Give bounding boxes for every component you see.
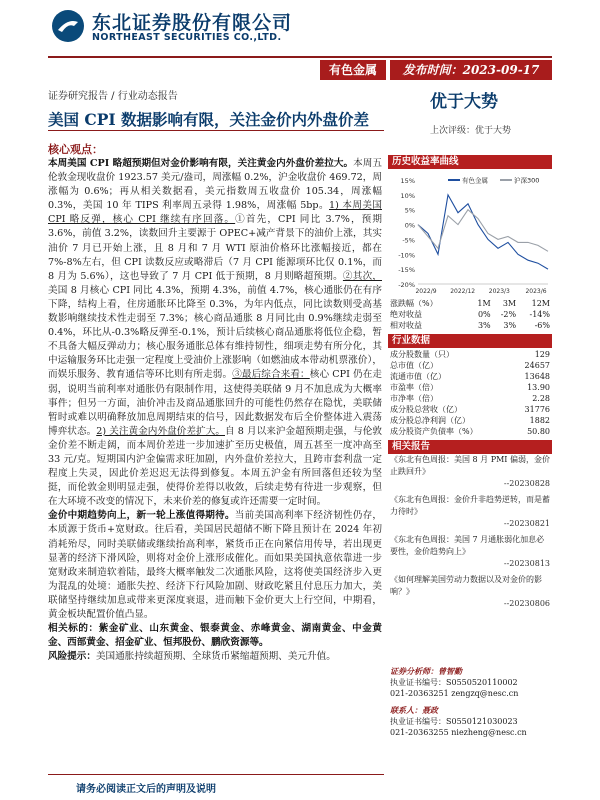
related-report-title[interactable]: 《东北有色周报：美国 8 月 PMI 偏弱，金价止跌回升》 — [390, 455, 550, 476]
stat-label: 总市值（亿） — [390, 361, 438, 370]
series-line — [418, 195, 548, 269]
stat-label: 成分股数量（只） — [390, 350, 454, 359]
lead-bold: 本周美国 CPI 略超预期但对金价影响有限，关注黄金内外盘价差拉大。 — [48, 158, 354, 169]
risk-text: 美国通胀持续超预期、全球货币紧缩超预期、美元升值。 — [95, 651, 336, 663]
y-tick-label: -20% — [398, 281, 415, 289]
perf-label: 相对收益 — [390, 321, 422, 330]
paragraph-text: 美国 8 月核心 CPI 同比 4.3%，预期 4.3%，前值 4.7%，核心通胀仍在有序下降，结构上看，住房通胀环比降至 0.3%，为年内低点，同比读数则受高基数影响继续技术性走弱至 7.3%；核心商品通胀 8 月同比由 0.9%继续走弱至 0.4%，环比从-0.3%略反弹至-0.1%，预计后续核心商品通胀将低位企稳，暂不具备大幅反弹动力；核心服务通胀总体有维持韧性，细项走势有所分化，其中运输服务环比走强一定程度上受油价上涨影响（如燃油成本带动机票涨价），而娱乐服务、教育通信等环比则有所走弱。 — [48, 284, 382, 381]
perf-value: 3% — [503, 321, 517, 330]
perf-header: 1M — [477, 299, 491, 308]
related-heading: 相关报告 — [388, 440, 552, 454]
perf-header: 3M — [502, 299, 517, 308]
rating: 优于大势 — [430, 92, 498, 112]
x-tick-label: 2023/6 — [525, 288, 547, 295]
stat-label: 成分股资产负债率（%） — [390, 427, 478, 436]
stat-label: 成分股总净利润（亿） — [390, 416, 470, 425]
stat-row — [390, 382, 550, 393]
stat-value: 1882 — [529, 416, 550, 425]
footer-divider — [48, 774, 384, 775]
stat-label: 市盈率（倍） — [390, 383, 438, 392]
analyst-contact[interactable]: 021-20363255 niezheng@nesc.cn — [390, 728, 527, 737]
related-report[interactable] — [390, 494, 550, 530]
y-tick-label: -5% — [402, 236, 415, 245]
lead-bold: 金价中期趋势向上，新一轮上涨值得期待。 — [48, 510, 235, 522]
stat-row — [390, 426, 550, 437]
previous-rating: 上次评级：优于大势 — [430, 126, 512, 136]
company-name-en: NORTHEAST SECURITIES CO.,LTD. — [92, 32, 282, 43]
perf-value: 3% — [477, 321, 491, 330]
company-logo — [52, 10, 84, 42]
related-report[interactable] — [390, 534, 550, 570]
report-body — [48, 157, 382, 664]
stat-row — [390, 393, 550, 404]
underlined-text: ③最后综合来看： — [232, 369, 310, 381]
underlined-text: 2) 关注黄金内外盘价差扩大。 — [96, 425, 225, 437]
y-tick-label: 5% — [404, 206, 415, 215]
related-report-date: --20230828 — [503, 479, 550, 488]
perf-header: 涨跌幅（%） — [390, 299, 438, 308]
stat-value: 50.80 — [527, 427, 550, 436]
paragraph-text: 自 8 月以来沪金超预期走强，与伦敦金价差不断走阔，而本周价差进一步加速扩至历史极值，周五甚至一度冲高至 33 元/克。短期国内沪金偏需求旺加剧，内外盘价差拉大，且跨市套利盘一定程度上失灵，因此价差迟迟无法得到修复。本周五沪金有所回落但还较为坚挺，而伦敦金则明显走强，使得价差得以收敛，后续走势有待进一步观察，但在大环境不改变的情况下，未来价差的修复或许还需要一定时间。 — [48, 425, 382, 508]
company-name-cn: 东北证券股份有限公司 — [92, 12, 293, 34]
report-category: 证券研究报告 / 行业动态报告 — [48, 91, 178, 102]
related-reports — [390, 454, 550, 614]
x-tick-label: 2023/3 — [488, 288, 510, 295]
chart-heading: 历史收益率曲线 — [388, 155, 552, 169]
stats-heading: 行业数据 — [388, 334, 552, 348]
stat-row — [390, 415, 550, 426]
paragraph-text: 当前美国高利率下经济韧性仍存，本质源于货币+宽财政。往后看，美国居民超储不断下降且预计在 2024 年初消耗殆尽，同时美联储或继续抬高利率，紧货币正在向紧信用传导，若出现更显著的经济下滑风险，则将对金价上涨形成催化。而如果美国执意依靠进一步宽财政来制造软着陆，最终大概率触发二次通胀风险，这将使美国经济步入更为混乱的处境：通胀失控、经济下行风险加剧、财政吃紧且付息压力加大，美联储坚持继续加息或带来更深度衰退，进而触下金价更大上行空间，中期看，黄金板块配置价值凸显。 — [48, 510, 383, 620]
stat-value: 2.28 — [532, 394, 550, 403]
stat-label: 市净率（倍） — [390, 394, 438, 403]
contact-name: 联系人：聂政 — [390, 705, 438, 715]
x-tick-label: 2022/12 — [450, 288, 476, 295]
analyst-info — [390, 666, 550, 744]
legend-label: 有色金属 — [462, 176, 488, 185]
stat-value: 13.90 — [527, 383, 550, 392]
stat-value: 129 — [534, 350, 550, 359]
y-tick-label: 0% — [404, 221, 415, 230]
perf-header: 12M — [531, 299, 550, 308]
related-report-title[interactable]: 《如何理解美国劳动力数据以及对金价的影响？》 — [390, 575, 542, 596]
paragraph-text: 本周五伦敦金现收盘价 1923.57 美元/盎司，周涨幅 0.2%，沪金收盘价 469.72，周涨幅为 0.6%；再从相关数据看，美元指数周五收盘价 105.34，周涨幅 0.3%，美国 10 年 TIPS 利率周五录得 1.98%，周涨幅 5bp。 — [48, 158, 382, 212]
core-heading: 核心观点： — [48, 143, 103, 156]
perf-value: 0% — [477, 310, 491, 319]
analyst-block — [390, 705, 550, 738]
stat-row — [390, 404, 550, 415]
header-divider — [48, 56, 552, 58]
related-report-date: --20230806 — [503, 599, 550, 608]
y-tick-label: 15% — [400, 177, 415, 185]
underlined-text: 1) 本周美国 CPI 略反弹，核心 CPI 继续有序回落。 — [48, 200, 382, 226]
paragraph-text: 核心 CPI 仍在走弱，说明当前利率对通胀仍有限制作用，这使得美联储 9 月不加息成为大概率事件；但另一方面，油价冲击及商品通胀回升的可能性仍然存在隐忧，美联储暂时或难以明确释放加息周期结束的信号，因此数据发布后全价整体进入震荡博弈状态。 — [48, 369, 383, 437]
stat-value: 31776 — [524, 405, 550, 414]
related-report[interactable] — [390, 574, 550, 610]
analyst-name: 证券分析师：曾智勤 — [390, 666, 462, 676]
y-tick-label: -15% — [398, 266, 415, 275]
stat-value: 13648 — [524, 372, 550, 381]
x-tick-label: 2022/9 — [415, 288, 437, 295]
related-report-date: --20230813 — [503, 559, 550, 568]
history-return-chart — [388, 172, 552, 298]
stat-label: 成分股总营收（亿） — [390, 405, 462, 414]
paragraph-text: ①首先，CPI 同比 3.7%，预期 3.6%，前值 3.2%，读数回升主要源于 OPEC+减产背景下的油价上涨，其实油价 7 月已开始上涨，且 8 月和 7 月 WTI 原油价格环比涨幅接近，都在 7%-8%左右，但 CPI 读数反应或略滞后（7 月 CPI 能源项环比仅 0.1%，而 8 月为 5.6%），这也导致了 7 月 CPI 低于预期，8 月则略超预期。 — [48, 214, 382, 282]
perf-value: -14% — [529, 310, 550, 319]
analyst-block — [390, 666, 550, 699]
footer-disclaimer: 请务必阅读正文后的声明及说明 — [76, 784, 216, 795]
related-report-title[interactable]: 《东北有色周报：美国 7 月通胀弱化加息必要性，金价趋势向上》 — [390, 535, 545, 556]
related-report[interactable] — [390, 454, 550, 490]
y-tick-label: 10% — [400, 191, 415, 200]
stat-row — [390, 360, 550, 371]
lead-bold: 相关标的： — [48, 623, 99, 635]
y-tick-label: -10% — [398, 251, 415, 260]
stat-row — [390, 349, 550, 360]
perf-value: -2% — [500, 310, 517, 319]
stat-label: 流通市值（亿） — [390, 372, 446, 381]
performance-table — [390, 298, 550, 331]
sector-badge: 有色金属 — [320, 60, 386, 80]
analyst-contact[interactable]: 021-20363251 zengzq@nesc.cn — [390, 689, 519, 698]
related-report-date: --20230821 — [503, 519, 550, 528]
stat-row — [390, 371, 550, 382]
perf-label: 绝对收益 — [390, 310, 422, 319]
perf-value: -6% — [534, 321, 550, 330]
analyst-cert: 执业证书编号：S0550520110002 — [390, 678, 518, 687]
publish-date: 发布时间：2023-09-17 — [390, 60, 552, 80]
series-line — [418, 210, 548, 252]
lead-bold: 风险提示： — [48, 651, 96, 663]
underlined-text: ②其次， — [342, 270, 382, 282]
related-stocks: 紫金矿业、山东黄金、银泰黄金、赤峰黄金、湖南黄金、中金黄金、西部黄金、招金矿业、恒邦股份、鹏欣资源等。 — [48, 623, 383, 649]
analyst-cert: 执业证书编号：S0550121030023 — [390, 717, 518, 726]
title-divider — [48, 130, 384, 131]
industry-stats — [390, 349, 550, 437]
related-report-title[interactable]: 《东北有色周报：金价升非趋势逆转，而是蓄力待时》 — [390, 495, 550, 516]
legend-label: 沪深300 — [514, 176, 540, 185]
report-title: 美国 CPI 数据影响有限，关注金价内外盘价差 — [48, 110, 370, 129]
stat-value: 24657 — [524, 361, 550, 370]
